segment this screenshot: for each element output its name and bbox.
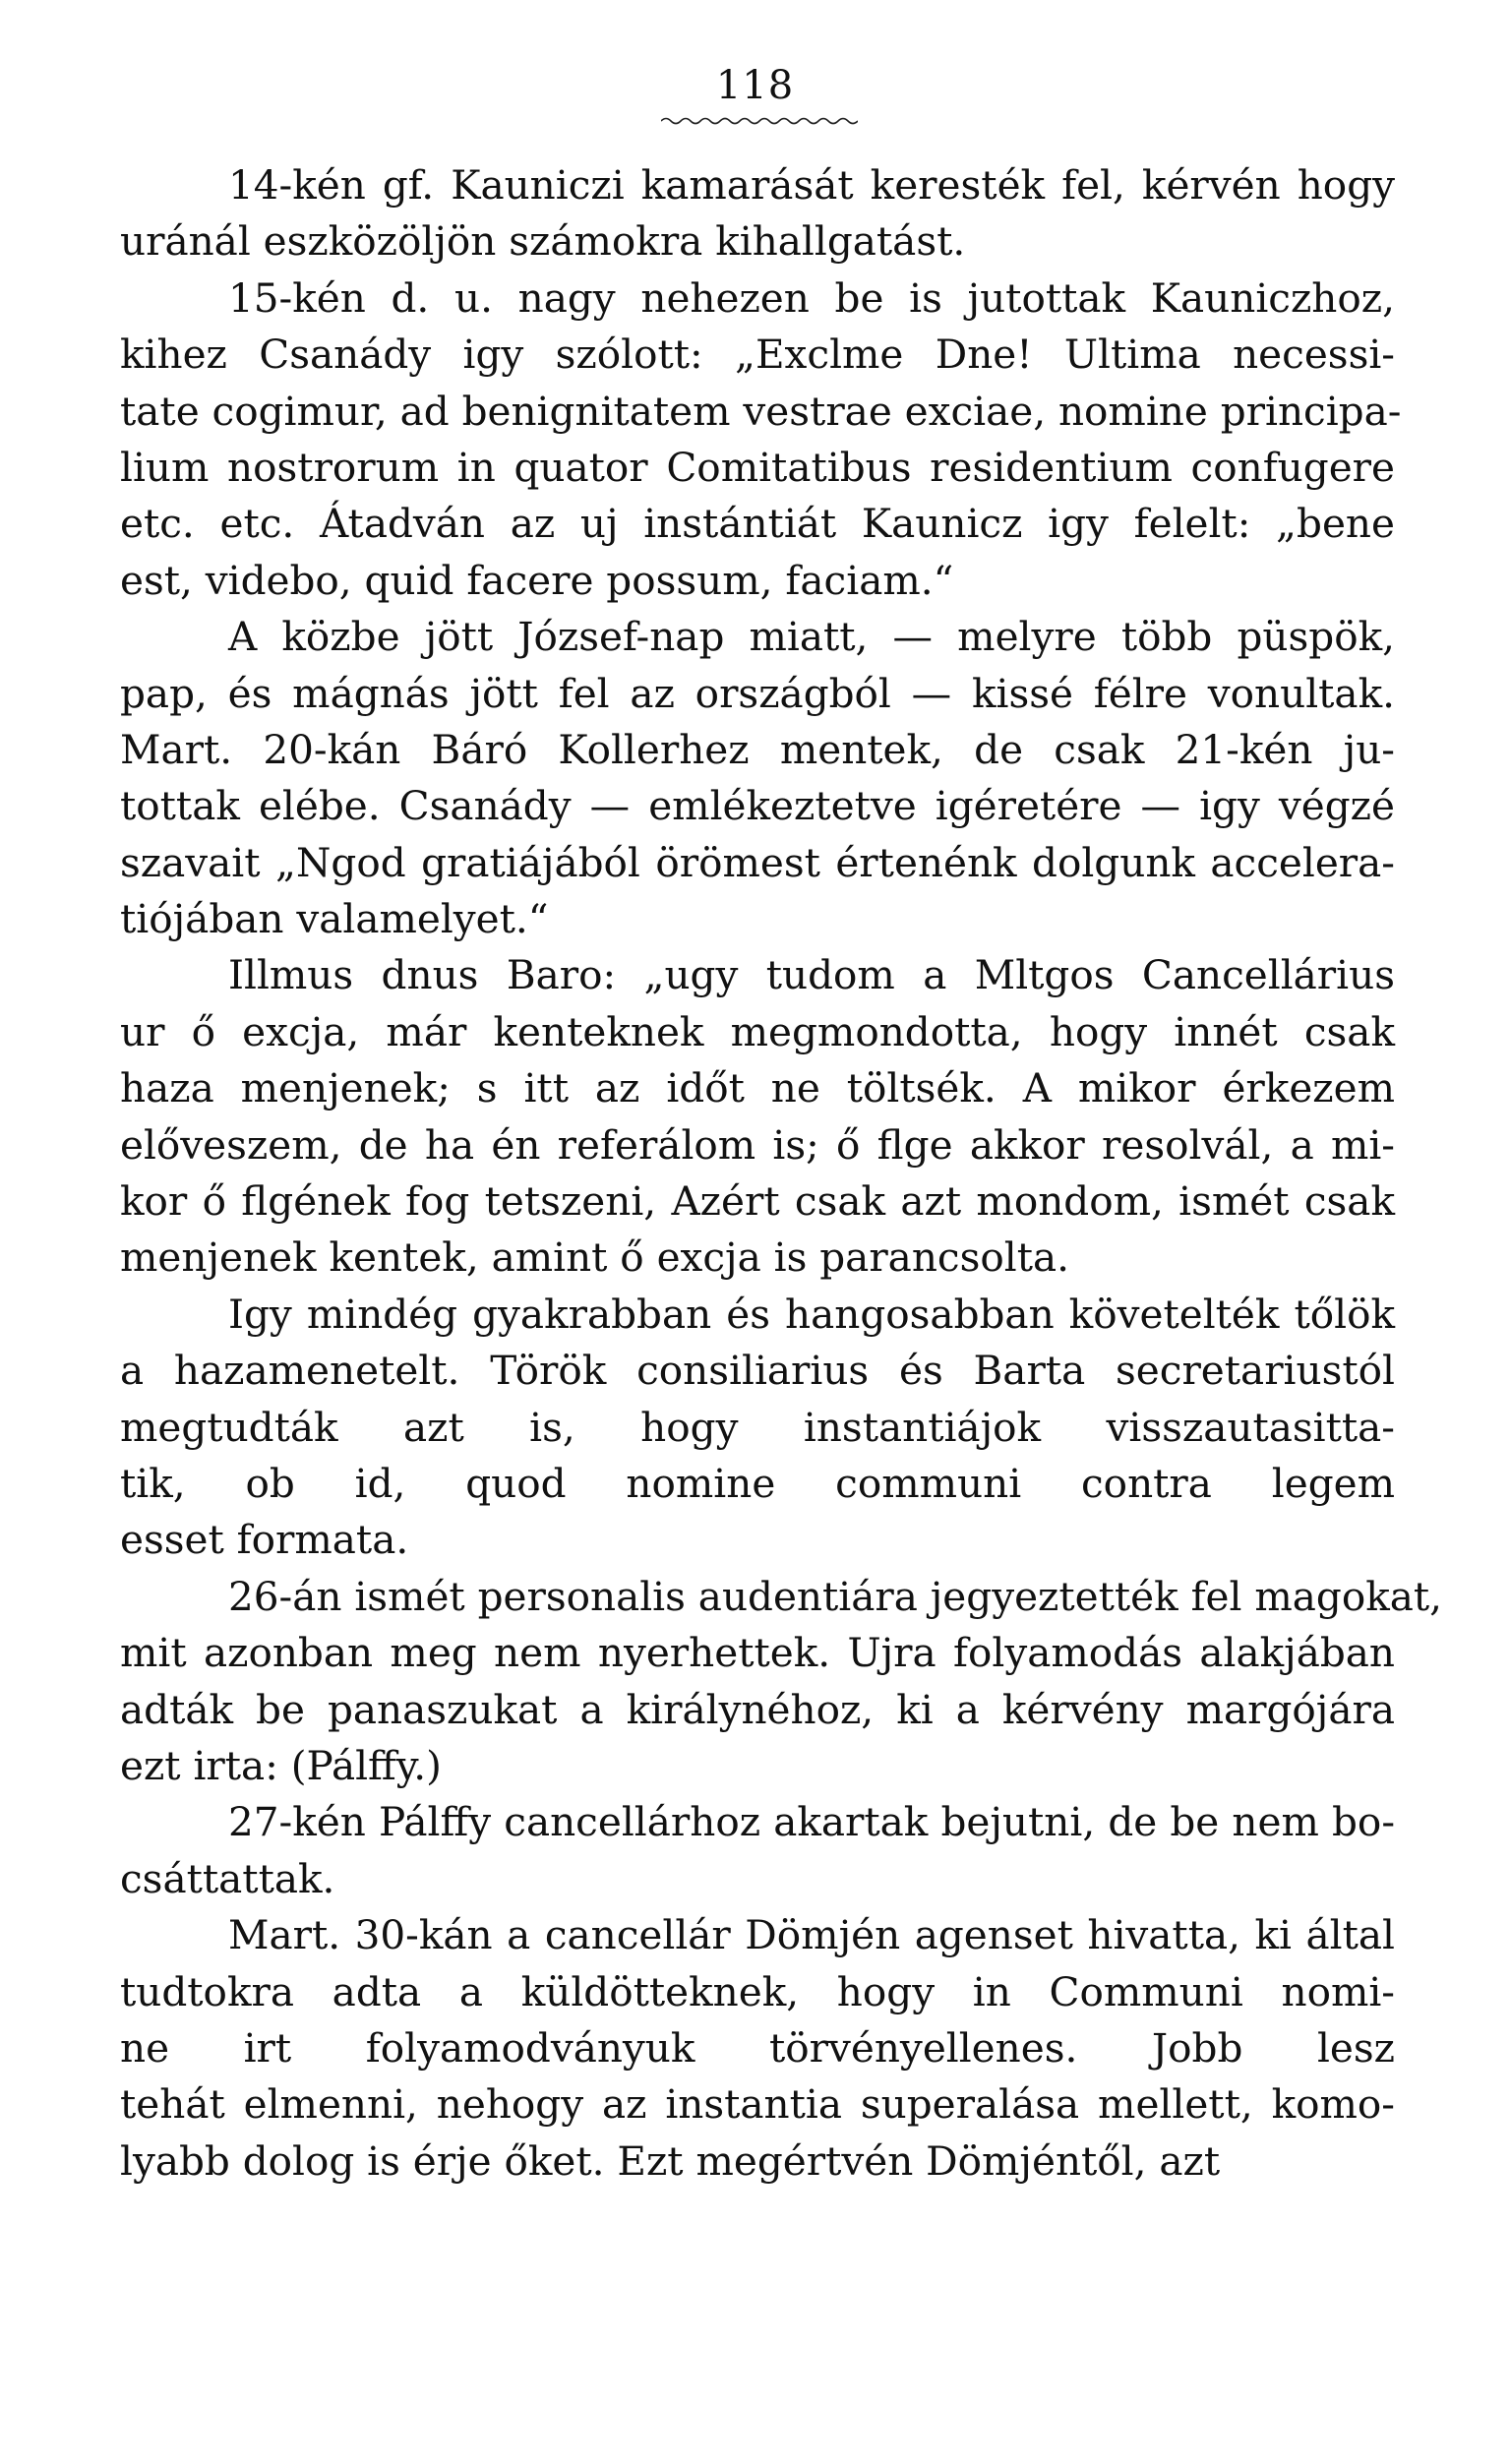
text-line: előveszem, de ha én referálom is; ő flge akkor resolvál, a mi- [120, 1120, 1395, 1169]
text-line: pap, és mágnás jött fel az országból — kissé félre vonultak. [120, 669, 1395, 717]
paragraph [120, 270, 1402, 609]
text-line: a hazamenetelt. Török consiliarius és Barta secretariustól [120, 1347, 1395, 1395]
text-line: Illmus dnus Baro: „ugy tudom a Mltgos Cancellárius [228, 951, 1395, 999]
text-line: 14-kén gf. Kauniczi kamarását keresték fel, kérvén hogy [228, 161, 1395, 209]
text-line: ur ő excja, már kenteknek megmondotta, hogy innét csak [120, 1007, 1395, 1055]
paragraph [120, 1794, 1395, 1907]
text-line: menjenek kentek, amint ő excja is parancsolta. [120, 1233, 1069, 1282]
text-line: etc. etc. Átadván az uj instántiát Kaunicz igy felelt: „bene [120, 500, 1395, 548]
text-line: kihez Csanády igy szólott: „Exclme Dne! Ultima necessi- [120, 331, 1395, 379]
text-line: tate cogimur, ad benignitatem vestrae exciae, nomine principa- [120, 387, 1402, 435]
text-line: megtudták azt is, hogy instantiájok visszautasitta- [120, 1403, 1395, 1451]
text-line: 26-án ismét personalis audentiára jegyeztették fel magokat, [228, 1572, 1443, 1620]
paragraph [120, 609, 1395, 947]
text-line: kor ő flgének fog tetszeni, Azért csak azt mondom, ismét csak [120, 1177, 1395, 1226]
text-line: tottak elébe. Csanády — emlékeztetve igéretére — igy végzé [120, 782, 1395, 830]
text-line: ezt irta: (Pálffy.) [120, 1741, 442, 1789]
text-line: csáttattak. [120, 1854, 335, 1902]
text-line: ne irt folyamodványuk törvényellenes. Jobb lesz [120, 2023, 1395, 2072]
text-line: tik, ob id, quod nomine communi contra legem [120, 1459, 1395, 1507]
page-number: 118 [715, 63, 795, 108]
text-line: tehát elmenni, nehogy az instantia superalása mellett, komo- [120, 2080, 1395, 2129]
page-number-ornament [661, 116, 858, 126]
text-line: A közbe jött József-nap miatt, — melyre több püspök, [228, 613, 1395, 661]
text-line: Igy mindég gyakrabban és hangosabban követelték tőlök [228, 1290, 1395, 1338]
text-line: szavait „Ngod gratiájából örömest értenénk dolgunk accelera- [120, 838, 1395, 886]
text-line: 27-kén Pálffy cancellárhoz akartak bejutni, de be nem bo- [228, 1798, 1395, 1846]
text-line: tiójában valamelyet.“ [120, 895, 549, 943]
text-line: adták be panaszukat a királynéhoz, ki a kérvény margójára [120, 1685, 1395, 1733]
text-line: lium nostrorum in quator Comitatibus residentium confugere [120, 443, 1395, 491]
text-line: Mart. 30-kán a cancellár Dömjén agenset hivatta, ki által [228, 1911, 1395, 1959]
text-line: Mart. 20-kán Báró Kollerhez mentek, de csak 21-kén ju- [120, 725, 1395, 773]
paragraph [120, 1569, 1443, 1795]
text-line: lyabb dolog is érje őket. Ezt megértvén Dömjéntől, azt [120, 2136, 1221, 2185]
paragraph [120, 947, 1395, 1286]
paragraph [120, 157, 1395, 270]
paragraph [120, 1907, 1395, 2190]
text-line: est, videbo, quid facere possum, faciam.“ [120, 556, 954, 604]
text-line: haza menjenek; s itt az időt ne töltsék. A mikor érkezem [120, 1064, 1395, 1112]
paragraph [120, 1287, 1395, 1569]
body-text [120, 157, 1443, 2190]
text-line: uránál eszközöljön számokra kihallgatást. [120, 217, 966, 266]
text-line: 15-kén d. u. nagy nehezen be is jutottak Kauniczhoz, [228, 273, 1395, 322]
text-line: tudtokra adta a küldötteknek, hogy in Communi nomi- [120, 1967, 1395, 2015]
text-line: esset formata. [120, 1516, 409, 1564]
text-line: mit azonban meg nem nyerhettek. Ujra folyamodás alakjában [120, 1629, 1395, 1677]
